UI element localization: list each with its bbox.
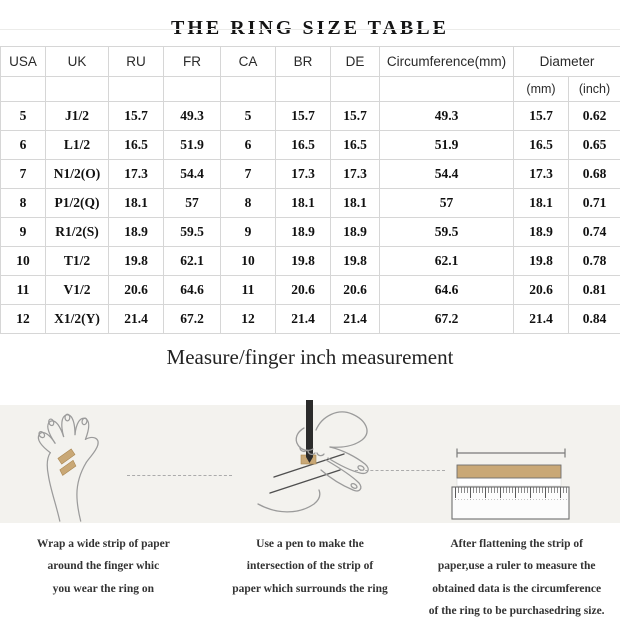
table-cell: 18.9	[514, 218, 569, 247]
table-cell: 18.1	[331, 189, 380, 218]
caption-line: Wrap a wide strip of paper	[0, 533, 207, 555]
col-header-br: BR	[276, 47, 331, 77]
table-cell: P1/2(Q)	[46, 189, 109, 218]
table-cell: 12	[1, 305, 46, 334]
table-cell: 54.4	[380, 160, 514, 189]
table-cell: 10	[221, 247, 276, 276]
table-cell: 0.81	[569, 276, 620, 305]
step-caption	[207, 533, 414, 623]
table-cell: 18.1	[514, 189, 569, 218]
table-cell: 8	[221, 189, 276, 218]
hand-with-paper-strip-illustration	[18, 409, 132, 523]
table-cell: T1/2	[46, 247, 109, 276]
table-cell: 17.3	[514, 160, 569, 189]
table-cell: 15.7	[514, 102, 569, 131]
dashed-connector-line	[355, 470, 445, 471]
table-cell: 57	[380, 189, 514, 218]
pen-marking-strip-illustration	[240, 399, 380, 521]
caption-line: you wear the ring on	[0, 578, 207, 600]
empty-cell	[331, 77, 380, 102]
table-cell: 8	[1, 189, 46, 218]
col-subheader-diameter-inch: (inch)	[569, 77, 620, 102]
table-cell: 17.3	[109, 160, 164, 189]
table-cell: 19.8	[276, 247, 331, 276]
table-cell: 18.9	[109, 218, 164, 247]
table-cell: 18.9	[276, 218, 331, 247]
ring-size-table	[0, 46, 620, 334]
table-cell: 51.9	[164, 131, 221, 160]
table-cell: 64.6	[164, 276, 221, 305]
table-cell: 11	[1, 276, 46, 305]
table-cell: 0.62	[569, 102, 620, 131]
size-table-body	[1, 102, 620, 334]
table-cell: 64.6	[380, 276, 514, 305]
caption-line: Use a pen to make the	[207, 533, 414, 555]
table-cell: 15.7	[276, 102, 331, 131]
table-cell: 57	[164, 189, 221, 218]
top-divider	[0, 29, 620, 30]
empty-cell	[380, 77, 514, 102]
table-row	[1, 160, 620, 189]
table-cell: 0.68	[569, 160, 620, 189]
caption-line: obtained data is the circumference	[413, 578, 620, 600]
col-header-de: DE	[331, 47, 380, 77]
table-row	[1, 247, 620, 276]
table-cell: 59.5	[164, 218, 221, 247]
caption-line: intersection of the strip of	[207, 555, 414, 577]
table-row	[1, 218, 620, 247]
table-cell: 20.6	[109, 276, 164, 305]
table-cell: 62.1	[164, 247, 221, 276]
table-cell: 15.7	[331, 102, 380, 131]
table-row	[1, 102, 620, 131]
table-row	[1, 276, 620, 305]
table-cell: 11	[221, 276, 276, 305]
table-cell: 0.65	[569, 131, 620, 160]
table-cell: R1/2(S)	[46, 218, 109, 247]
table-header-row	[1, 47, 620, 77]
caption-line: of the ring to be purchasedring size.	[413, 600, 620, 622]
table-cell: 16.5	[514, 131, 569, 160]
empty-cell	[221, 77, 276, 102]
empty-cell	[46, 77, 109, 102]
table-cell: N1/2(O)	[46, 160, 109, 189]
table-cell: 49.3	[380, 102, 514, 131]
table-cell: 7	[1, 160, 46, 189]
table-cell: X1/2(Y)	[46, 305, 109, 334]
table-cell: 16.5	[276, 131, 331, 160]
table-cell: 20.6	[514, 276, 569, 305]
table-cell: 0.78	[569, 247, 620, 276]
table-cell: 5	[221, 102, 276, 131]
table-cell: 21.4	[109, 305, 164, 334]
col-header-diameter: Diameter	[514, 47, 620, 77]
table-cell: V1/2	[46, 276, 109, 305]
col-header-ca: CA	[221, 47, 276, 77]
table-cell: 20.6	[276, 276, 331, 305]
table-cell: 16.5	[331, 131, 380, 160]
section-title: Measure/finger inch measurement	[0, 345, 620, 370]
ruler-measuring-strip-illustration	[450, 445, 572, 521]
table-cell: 21.4	[331, 305, 380, 334]
table-cell: L1/2	[46, 131, 109, 160]
measurement-panel	[0, 405, 620, 523]
empty-cell	[276, 77, 331, 102]
table-cell: 62.1	[380, 247, 514, 276]
empty-cell	[109, 77, 164, 102]
col-header-ru: RU	[109, 47, 164, 77]
table-cell: 16.5	[109, 131, 164, 160]
step-captions	[0, 533, 620, 623]
table-cell: 67.2	[164, 305, 221, 334]
table-cell: 7	[221, 160, 276, 189]
empty-cell	[164, 77, 221, 102]
table-cell: 10	[1, 247, 46, 276]
table-row	[1, 131, 620, 160]
table-cell: 0.74	[569, 218, 620, 247]
step-caption	[413, 533, 620, 623]
table-cell: 17.3	[331, 160, 380, 189]
table-cell: 67.2	[380, 305, 514, 334]
table-cell: 21.4	[276, 305, 331, 334]
col-header-usa: USA	[1, 47, 46, 77]
table-cell: 19.8	[514, 247, 569, 276]
table-cell: 17.3	[276, 160, 331, 189]
table-cell: 0.84	[569, 305, 620, 334]
table-cell: 5	[1, 102, 46, 131]
table-cell: 49.3	[164, 102, 221, 131]
table-cell: 20.6	[331, 276, 380, 305]
caption-line: paper,use a ruler to measure the	[413, 555, 620, 577]
table-cell: 6	[1, 131, 46, 160]
col-subheader-diameter-mm: (mm)	[514, 77, 569, 102]
table-cell: 9	[1, 218, 46, 247]
table-cell: 54.4	[164, 160, 221, 189]
empty-cell	[1, 77, 46, 102]
table-row	[1, 189, 620, 218]
dashed-connector-line	[127, 475, 232, 476]
table-cell: 19.8	[109, 247, 164, 276]
table-cell: 51.9	[380, 131, 514, 160]
table-cell: 21.4	[514, 305, 569, 334]
table-subheader-row	[1, 77, 620, 102]
col-header-uk: UK	[46, 47, 109, 77]
table-cell: 6	[221, 131, 276, 160]
caption-line: After flattening the strip of	[413, 533, 620, 555]
table-cell: 12	[221, 305, 276, 334]
caption-line: paper which surrounds the ring	[207, 578, 414, 600]
table-cell: 18.1	[276, 189, 331, 218]
table-cell: 15.7	[109, 102, 164, 131]
page-title: THE RING SIZE TABLE	[0, 17, 620, 40]
table-row	[1, 305, 620, 334]
table-cell: 19.8	[331, 247, 380, 276]
table-cell: 0.71	[569, 189, 620, 218]
caption-line: around the finger whic	[0, 555, 207, 577]
step-caption	[0, 533, 207, 623]
table-cell: 59.5	[380, 218, 514, 247]
col-header-circumference: Circumference(mm)	[380, 47, 514, 77]
table-cell: 18.1	[109, 189, 164, 218]
table-cell: J1/2	[46, 102, 109, 131]
table-cell: 18.9	[331, 218, 380, 247]
col-header-fr: FR	[164, 47, 221, 77]
table-cell: 9	[221, 218, 276, 247]
